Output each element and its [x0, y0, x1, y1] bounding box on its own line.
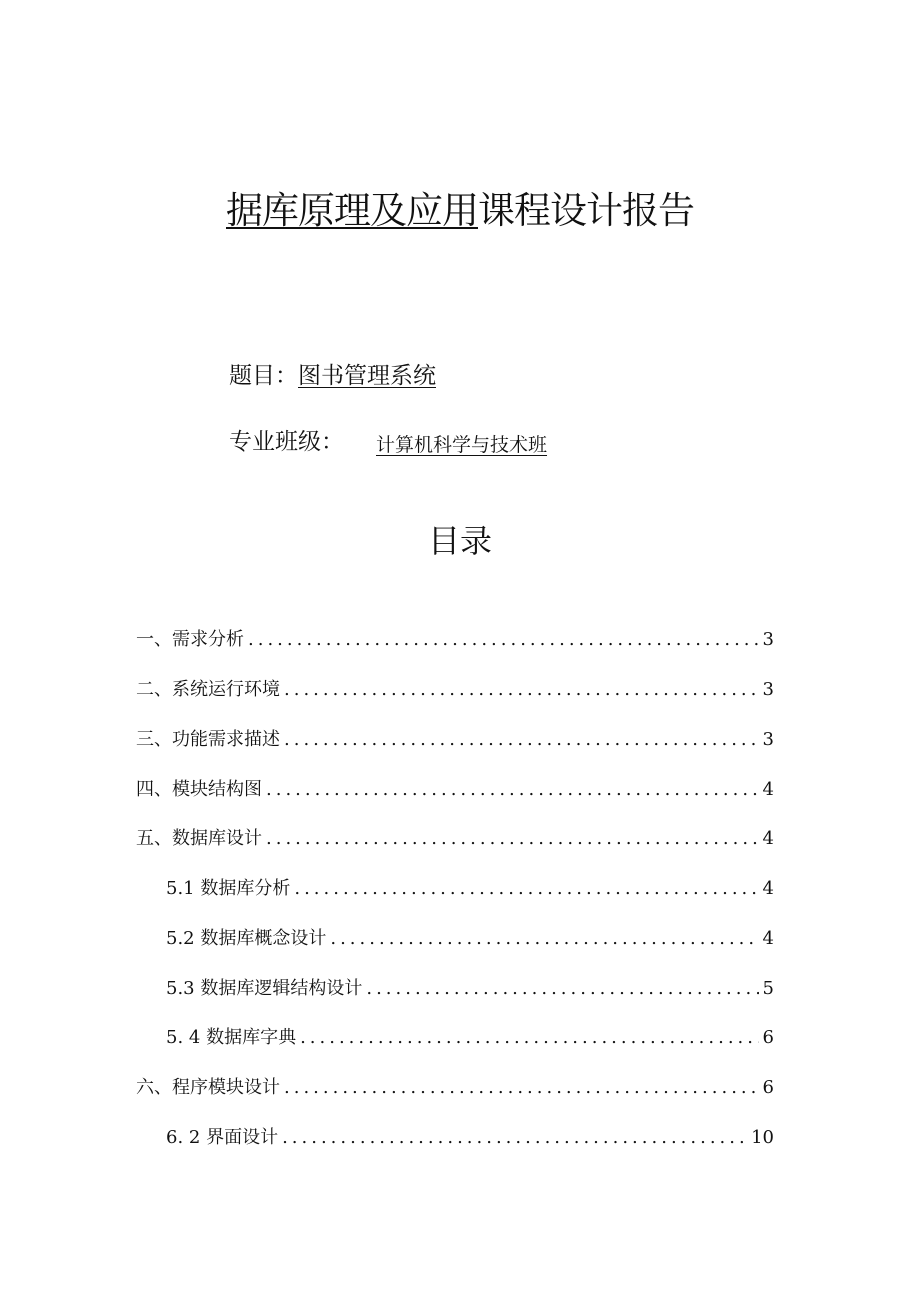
toc-entry-label: 6. 2 界面设计: [166, 1127, 279, 1148]
toc-entry-label: 五、数据库设计: [136, 828, 262, 849]
toc-entry-page: 4: [762, 928, 774, 949]
toc-entry-label: 六、程序模块设计: [136, 1077, 280, 1098]
toc-entry-page: 6: [762, 1077, 774, 1098]
toc-entry-page: 4: [762, 828, 774, 849]
topic-line: [229, 360, 436, 392]
toc-entry-page: 3: [762, 629, 774, 650]
toc-leader-dots: [330, 925, 758, 953]
toc-entry-label: 5.3 数据库逻辑结构设计: [166, 978, 363, 999]
toc-leader-dots: [266, 825, 759, 853]
toc-leader-dots: [284, 1074, 759, 1102]
toc-entry-5-2[interactable]: [166, 925, 774, 953]
toc-entry-2[interactable]: [136, 676, 774, 704]
toc-entry-5-4[interactable]: [166, 1024, 774, 1052]
toc-entry-page: 6: [762, 1027, 774, 1048]
class-label: 专业班级：: [229, 429, 344, 455]
topic-label: 题目：: [229, 363, 298, 389]
toc-entry-page: 4: [762, 779, 774, 800]
toc-entry-page: 3: [762, 679, 774, 700]
toc-entry-1[interactable]: [136, 626, 774, 654]
toc-entry-label: 一、需求分析: [136, 629, 244, 650]
toc-leader-dots: [366, 975, 758, 1003]
toc-entry-page: 3: [762, 729, 774, 750]
toc-entry-6[interactable]: [136, 1074, 774, 1102]
toc-leader-dots: [284, 676, 759, 704]
report-title-rest: 课程设计报告: [478, 189, 694, 232]
toc-leader-dots: [294, 875, 758, 903]
toc-leader-dots: [300, 1024, 758, 1052]
class-value: 计算机科学与技术班: [376, 434, 548, 456]
toc-leader-dots: [248, 626, 759, 654]
toc-entry-page: 4: [762, 878, 774, 899]
toc-entry-label: 三、功能需求描述: [136, 729, 280, 750]
toc-entry-label: 二、系统运行环境: [136, 679, 280, 700]
report-title: [0, 186, 920, 236]
toc-entry-label: 5.2 数据库概念设计: [166, 928, 327, 949]
toc-entry-3[interactable]: [136, 726, 774, 754]
toc-leader-dots: [282, 1124, 747, 1152]
class-line: [229, 426, 548, 458]
report-title-underlined: 据库原理及应用: [226, 189, 478, 232]
toc-entry-5[interactable]: [136, 825, 774, 853]
toc-heading: 目录: [427, 522, 492, 560]
toc-entry-label: 5.1 数据库分析: [166, 878, 291, 899]
toc-entry-4[interactable]: [136, 776, 774, 804]
topic-value: 图书管理系统: [298, 363, 436, 389]
toc-entry-5-3[interactable]: [166, 975, 774, 1003]
toc-leader-dots: [284, 726, 759, 754]
toc-entry-page: 10: [751, 1127, 774, 1148]
toc-entry-5-1[interactable]: [166, 875, 774, 903]
toc-entry-label: 5. 4 数据库字典: [166, 1027, 297, 1048]
toc-entry-6-2[interactable]: [166, 1124, 774, 1152]
toc-entry-label: 四、模块结构图: [136, 779, 262, 800]
toc-entry-page: 5: [762, 978, 774, 999]
toc-leader-dots: [266, 776, 759, 804]
